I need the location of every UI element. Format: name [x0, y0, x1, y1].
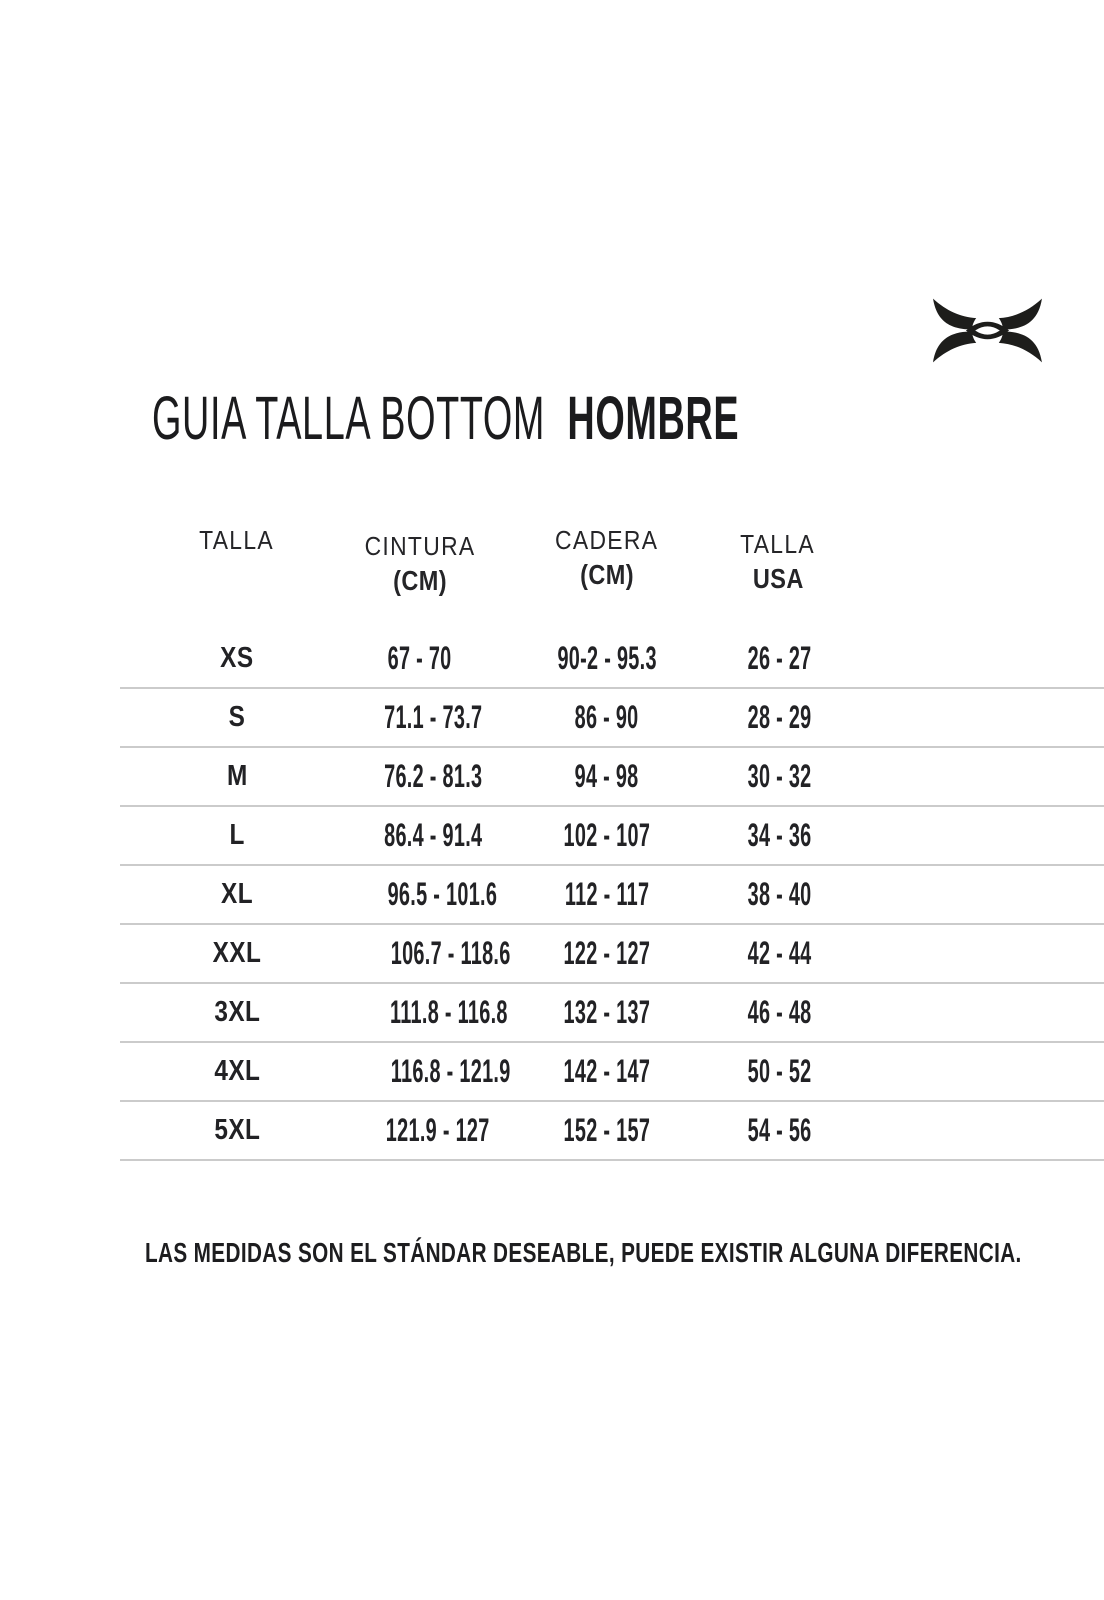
- header-cintura-label: CINTURA: [364, 531, 476, 561]
- cadera-cell: 86 - 90: [575, 699, 639, 735]
- usa-cell: 46 - 48: [747, 994, 812, 1030]
- header-cadera-label: CADERA: [555, 525, 659, 555]
- cadera-cell: 152 - 157: [563, 1112, 651, 1148]
- usa-cell: 30 - 32: [747, 758, 812, 794]
- cintura-cell: 121.9 - 127: [385, 1112, 490, 1148]
- cintura-cell: 71.1 - 73.7: [384, 699, 483, 735]
- cintura-cell: 76.2 - 81.3: [384, 758, 483, 794]
- header-talla-label: TALLA: [199, 525, 275, 555]
- size-cell: 3XL: [214, 996, 260, 1028]
- usa-cell: 38 - 40: [747, 876, 812, 912]
- logo-wing-bottom-right: [999, 332, 1042, 363]
- cadera-cell: 94 - 98: [575, 758, 639, 794]
- logo-wing-top-left: [933, 299, 976, 330]
- usa-cell: 34 - 36: [747, 817, 812, 853]
- size-cell: XS: [220, 642, 254, 674]
- page-title-light: GUIA TALLA BOTTOM: [152, 384, 546, 452]
- usa-cell: 42 - 44: [747, 935, 812, 971]
- cintura-cell: 96.5 - 101.6: [387, 876, 498, 912]
- table-row-5xl: [120, 1102, 1104, 1161]
- table-row-xl: [120, 866, 1104, 925]
- logo-wing-top-right: [999, 299, 1042, 330]
- usa-cell: 28 - 29: [747, 699, 812, 735]
- table-row-m: [120, 748, 1104, 807]
- page-title: [152, 384, 740, 452]
- cadera-cell: 142 - 147: [563, 1053, 651, 1089]
- table-row-xxl: [120, 925, 1104, 984]
- usa-cell: 50 - 52: [747, 1053, 812, 1089]
- header-talla-usa: [728, 531, 828, 593]
- table-row-s: [120, 689, 1104, 748]
- table-row-3xl: [120, 984, 1104, 1043]
- table-row-l: [120, 807, 1104, 866]
- cintura-cell: 86.4 - 91.4: [384, 817, 483, 853]
- size-cell: 4XL: [214, 1055, 260, 1087]
- size-cell: 5XL: [214, 1114, 260, 1146]
- size-cell: XL: [221, 878, 253, 910]
- cintura-cell: 67 - 70: [388, 640, 452, 676]
- disclaimer-text: LAS MEDIDAS SON EL STÁNDAR DESEABLE, PUEDE EXISTIR ALGUNA DIFERENCIA.: [145, 1237, 1022, 1268]
- header-cintura: [354, 533, 486, 595]
- usa-cell: 26 - 27: [747, 640, 812, 676]
- cadera-cell: 132 - 137: [563, 994, 651, 1030]
- size-cell: M: [226, 760, 248, 792]
- cadera-cell: 112 - 117: [564, 876, 650, 912]
- header-cintura-unit: (CM): [393, 565, 447, 596]
- under-armour-logo-icon: [931, 297, 1044, 364]
- header-talla: [120, 527, 354, 589]
- header-cadera: [486, 527, 728, 589]
- cadera-cell: 122 - 127: [563, 935, 651, 971]
- cintura-cell: 106.7 - 118.6: [390, 935, 511, 971]
- logo-wing-bottom-left: [933, 332, 976, 363]
- cintura-cell: 111.8 - 116.8: [390, 994, 508, 1030]
- header-talla-usa-unit: USA: [752, 563, 804, 594]
- table-row-4xl: [120, 1043, 1104, 1102]
- header-talla-usa-label: TALLA: [740, 529, 816, 559]
- size-cell: XXL: [212, 937, 262, 969]
- usa-cell: 54 - 56: [747, 1112, 812, 1148]
- page-title-bold: HOMBRE: [567, 384, 740, 452]
- table-row-xs: [120, 630, 1104, 689]
- cadera-cell: 90-2 - 95.3: [557, 640, 657, 676]
- size-table-body: [120, 630, 1104, 1161]
- cintura-cell: 116.8 - 121.9: [390, 1053, 511, 1089]
- header-cadera-unit: (CM): [580, 559, 634, 590]
- size-cell: S: [228, 701, 246, 733]
- size-table-header: [120, 525, 1104, 596]
- size-cell: L: [229, 819, 245, 851]
- cadera-cell: 102 - 107: [563, 817, 651, 853]
